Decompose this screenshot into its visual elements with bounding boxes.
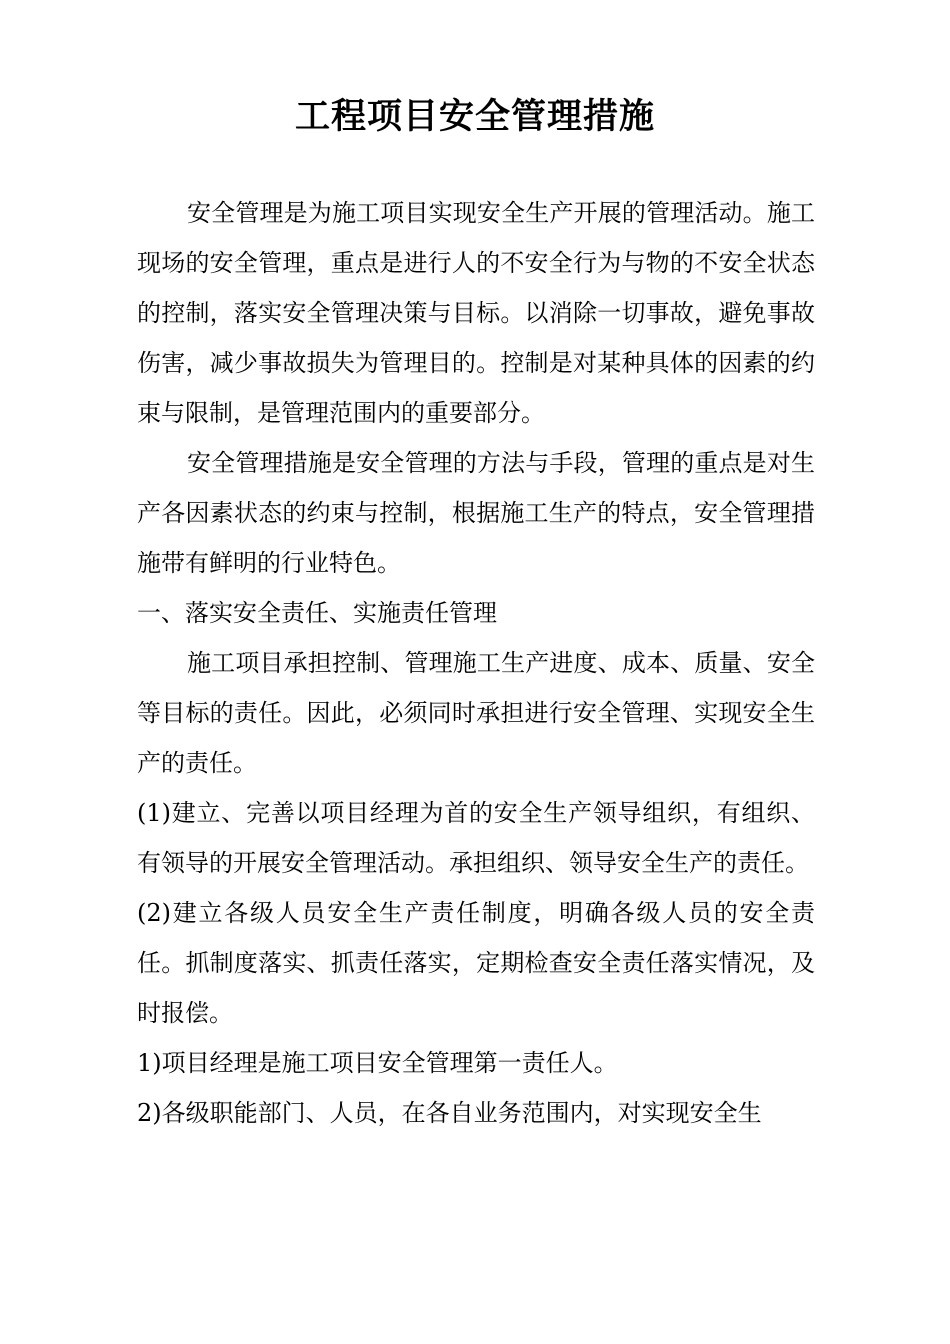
sub-list-item: 1)项目经理是施工项目安全管理第一责任人。 bbox=[137, 1049, 618, 1077]
paragraph-responsibility: 施工项目承担控制、管理施工生产进度、成本、质量、安全等目标的责任。因此，必须同时承担进行安全管理、实现安全生产的责任。 bbox=[137, 649, 815, 777]
list-item: (1)建立、完善以项目经理为首的安全生产领导组织，有组织、有领导的开展安全管理活动。承担组织、领导安全生产的责任。 bbox=[137, 799, 815, 877]
paragraph-intro: 安全管理是为施工项目实现安全生产开展的管理活动。施工现场的安全管理，重点是进行人的不安全行为与物的不安全状态的控制，落实安全管理决策与目标。以消除一切事故，避免事故伤害，减少事故损失为管理目的。控制是对某种具体的因素的约束与限制，是管理范围内的重要部分。 bbox=[137, 199, 815, 427]
document-title: 工程项目安全管理措施 bbox=[294, 96, 655, 137]
section-heading: 一、落实安全责任、实施责任管理 bbox=[137, 599, 497, 627]
document-body bbox=[137, 188, 815, 1138]
sub-list-item: 2)各级职能部门、人员，在各自业务范围内，对实现安全生 bbox=[137, 1099, 762, 1127]
list-item: (2)建立各级人员安全生产责任制度，明确各级人员的安全责任。抓制度落实、抓责任落实，定期检查安全责任落实情况，及时报偿。 bbox=[137, 899, 815, 1027]
paragraph-measures: 安全管理措施是安全管理的方法与手段，管理的重点是对生产各因素状态的约束与控制，根据施工生产的特点，安全管理措施带有鲜明的行业特色。 bbox=[137, 449, 815, 577]
